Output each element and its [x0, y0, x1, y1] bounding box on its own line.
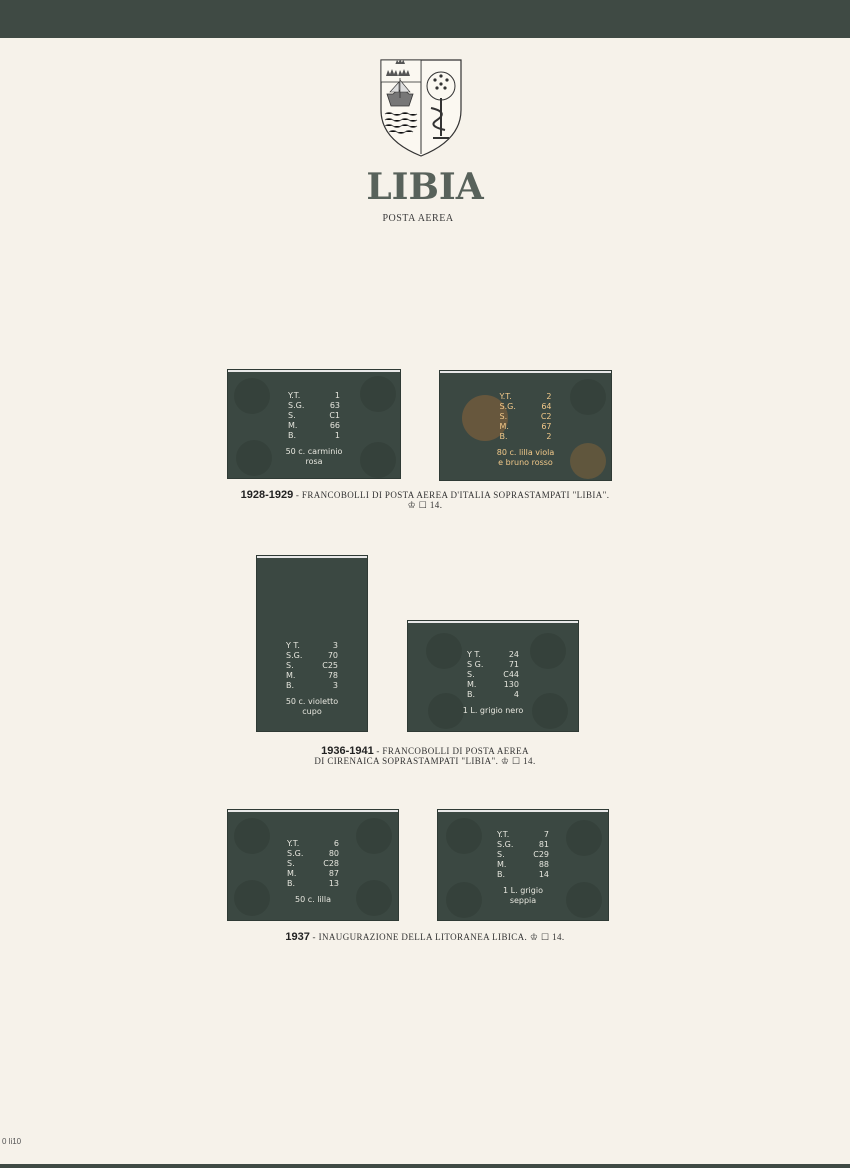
group-year: 1936-1941	[321, 745, 374, 757]
stamp-mount	[228, 810, 398, 920]
stamp-mount	[228, 370, 400, 478]
stamp-info: Y.T. 7 S.G. 81 S. C29 M. 88 B. 14 1 L. grigio seppia	[497, 830, 549, 905]
stamp-mount	[257, 556, 367, 731]
stamp-mount	[440, 371, 611, 480]
crown-icon: ♔	[529, 932, 539, 942]
square-icon: ☐	[512, 756, 521, 766]
stamp-info: Y.T. 6 S.G. 80 S. C28 M. 87 B. 13 50 c. lilla	[287, 839, 339, 904]
stamp-info: Y T. 24 S G. 71 S. C44 M. 130 B. 4 1 L. grigio nero	[462, 650, 524, 715]
square-icon: ☐	[541, 932, 550, 942]
group-description: FRANCOBOLLI DI POSTA AEREA	[382, 746, 529, 756]
page-title: LIBIA	[366, 166, 484, 208]
group-description: INAUGURAZIONE DELLA LITORANEA LIBICA.	[318, 932, 528, 942]
group-year: 1937	[285, 931, 310, 943]
group-description: FRANCOBOLLI DI POSTA AEREA D'ITALIA SOPRASTAMPATI "LIBIA".	[301, 490, 610, 500]
square-icon: ☐	[418, 500, 428, 510]
coat-of-arms-emblem	[379, 58, 463, 158]
group-year: 1928-1929	[240, 489, 294, 501]
group-caption: 1937 - INAUGURAZIONE DELLA LITORANEA LIBICA. ♔ ☐ 14.	[285, 931, 565, 943]
group-caption: 1936-1941 - FRANCOBOLLI DI POSTA AEREA DI CIRENAICA SOPRASTAMPATI "LIBIA". ♔ ☐ 14.	[314, 745, 536, 766]
page-subtitle: POSTA AEREA	[382, 213, 454, 224]
group-caption: 1928-1929 - FRANCOBOLLI DI POSTA AEREA D'ITALIA SOPRASTAMPATI "LIBIA". ♔ ☐ 14.	[240, 489, 610, 510]
stamp-mount	[438, 810, 608, 920]
stamp-mount	[408, 621, 578, 731]
crown-icon: ♔	[407, 500, 417, 510]
stamp-info: Y.T. 2 S.G. 64 S. C2 M. 67 B. 2 80 c. lilla viola e bruno rosso	[496, 392, 555, 467]
page-number: 0 li10	[2, 1137, 22, 1146]
crown-icon: ♔	[500, 756, 510, 766]
stamp-info: Y T. 3 S.G. 70 S. C25 M. 78 B. 3 50 c. violetto cupo	[285, 641, 339, 716]
stamp-info: Y.T. 1 S.G. 63 S. C1 M. 66 B. 1 50 c. carminio rosa	[285, 391, 343, 466]
